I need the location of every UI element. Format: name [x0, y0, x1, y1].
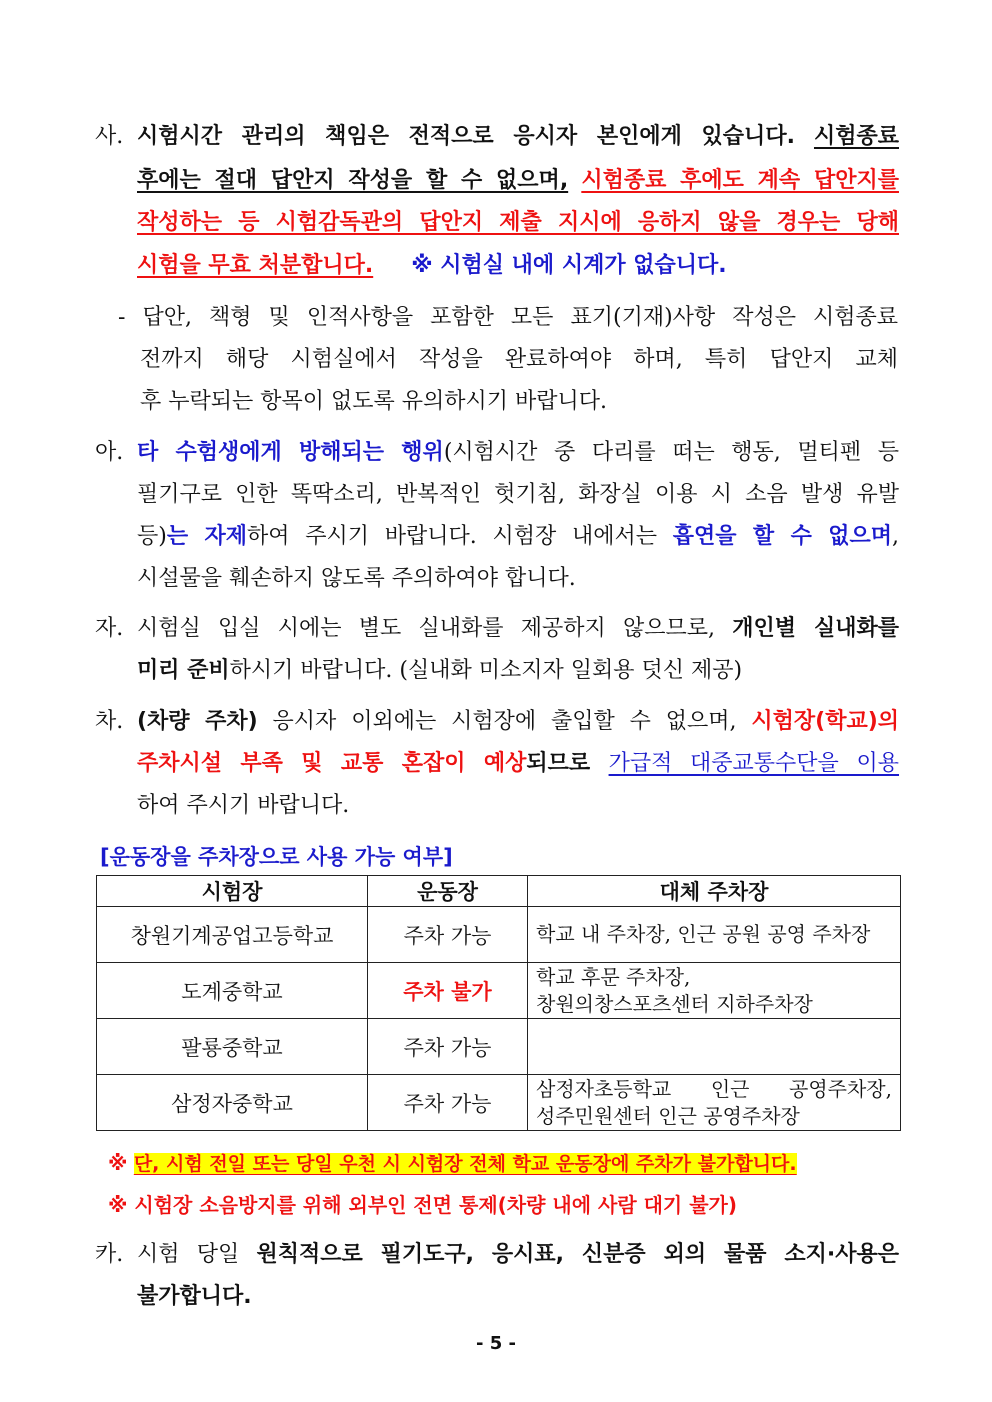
a-l3d: 흡연을 할 수 없으며 — [672, 524, 892, 549]
table-row — [97, 1075, 901, 1131]
page-number: - 5 - — [476, 1333, 516, 1354]
alt-parking-cell — [528, 963, 901, 1019]
cha-line-1 — [137, 707, 899, 737]
item-label-ja: 자. — [95, 616, 124, 641]
sa-l2a: 후에는 절대 답안지 작성을 할 수 없으며, — [137, 168, 569, 193]
header-alt-parking: 대체 주차장 — [528, 876, 901, 907]
ja-l2a: 미리 준비 — [137, 658, 230, 683]
sa-l1a: 시험시간 관리의 책임은 전적으로 응시자 본인에게 있습니다. — [137, 124, 795, 149]
header-field: 운동장 — [368, 876, 528, 907]
school-cell: 도계중학교 — [97, 963, 368, 1019]
ja-line-2 — [137, 656, 742, 686]
sa-line-4 — [137, 251, 727, 281]
cha-l1b: 응시자 이외에는 시험장에 출입할 수 없으며, — [257, 709, 752, 734]
ja-l1b: 개인별 실내화를 — [732, 616, 899, 641]
sa-sub-line-1: - 답안, 책형 및 인적사항을 포함한 모든 표기(기재)사항 작성은 시험종료 — [118, 305, 898, 330]
notice-outsider — [108, 1190, 737, 1220]
cha-l2c: 가급적 대중교통수단을 이용 — [608, 751, 900, 776]
a-line-3 — [137, 522, 899, 552]
alt-parking-cell — [528, 1019, 901, 1075]
table-title: [운동장을 주차장으로 사용 가능 여부] — [100, 845, 453, 869]
ja-line-1 — [137, 614, 899, 644]
alt-line-2: 창원의창스포츠센터 지하주차장 — [536, 991, 813, 1016]
ka-l2: 불가합니다. — [137, 1284, 252, 1309]
ja-l2b: 하시기 바랍니다. (실내화 미소지자 일회용 덧신 제공) — [229, 658, 743, 683]
table-row — [97, 1019, 901, 1075]
sa-l1b: 시험종료 — [813, 124, 899, 149]
alt-parking-cell — [528, 1075, 901, 1131]
item-label-cha: 차. — [95, 709, 124, 734]
item-label-ka: 카. — [95, 1242, 124, 1267]
sa-l2b: 시험종료 후에도 계속 답안지를 — [581, 168, 899, 193]
ka-l1a: 시험 당일 — [137, 1242, 257, 1267]
status-cell: 주차 불가 — [368, 963, 528, 1019]
sa-sub-line-3: 후 누락되는 항목이 없도록 유의하시기 바랍니다. — [140, 389, 608, 414]
sa-line-1 — [137, 122, 899, 152]
table-header-row — [97, 876, 901, 907]
notice-rain-mark: ※ — [108, 1151, 128, 1175]
a-line-4: 시설물을 훼손하지 않도록 주의하여야 합니다. — [137, 566, 576, 591]
cha-line-2 — [137, 749, 899, 779]
ka-line-2 — [137, 1282, 252, 1312]
a-l3a: 등) — [137, 524, 167, 549]
a-l3e: , — [892, 524, 899, 549]
alt-line-1: 삼정자초등학교 인근 공영주차장, — [536, 1076, 892, 1101]
item-label-sa: 사. — [95, 124, 124, 149]
cha-l2a: 주차시설 부족 및 교통 혼잡이 예상 — [137, 751, 527, 776]
sa-line-2 — [137, 166, 899, 196]
cha-line-3: 하여 주시기 바랍니다. — [137, 793, 350, 818]
cha-l1a: (차량 주차) — [137, 709, 258, 734]
alt-line-2: 성주민원센터 인근 공영주차장 — [536, 1103, 800, 1128]
notice-outsider-text: ※ 시험장 소음방지를 위해 외부인 전면 통제(차량 내에 사람 대기 불가) — [108, 1193, 737, 1217]
status-cell: 주차 가능 — [368, 1019, 528, 1075]
ka-line-1 — [137, 1240, 899, 1270]
item-label-a: 아. — [95, 440, 124, 465]
ja-l1a: 시험실 입실 시에는 별도 실내화를 제공하지 않으므로, — [137, 616, 733, 641]
parking-table — [96, 875, 901, 1131]
sa-l4b: ※ 시험실 내에 시계가 없습니다. — [411, 253, 727, 278]
a-l1a: 타 수험생에게 방해되는 행위 — [137, 440, 444, 465]
a-l1b: (시험시간 중 다리를 떠는 행동, 멀티펜 등 — [443, 440, 899, 465]
status-cell: 주차 가능 — [368, 907, 528, 963]
sa-sub-line-2: 전까지 해당 시험실에서 작성을 완료하여야 하며, 특히 답안지 교체 — [140, 347, 898, 372]
ka-l1b: 원칙적으로 필기도구, 응시표, 신분증 외의 물품 소지·사용은 — [256, 1242, 900, 1267]
sa-l3: 작성하는 등 시험감독관의 답안지 제출 지시에 응하지 않을 경우는 당해 — [137, 210, 899, 235]
table-row — [97, 963, 901, 1019]
alt-parking-cell — [528, 907, 901, 963]
notice-rain — [108, 1148, 797, 1179]
status-cell: 주차 가능 — [368, 1075, 528, 1131]
notice-rain-text: 단, 시험 전일 또는 당일 우천 시 시험장 전체 학교 운동장에 주차가 불가합니다. — [133, 1153, 797, 1175]
a-l3c: 하여 주시기 바랍니다. 시험장 내에서는 — [247, 524, 673, 549]
alt-line-1: 학교 후문 주차장, — [536, 964, 691, 989]
a-line-1 — [137, 438, 899, 468]
a-line-2: 필기구로 인한 똑딱소리, 반복적인 헛기침, 화장실 이용 시 소음 발생 유발 — [137, 482, 899, 507]
sa-line-3 — [137, 208, 899, 238]
school-cell: 창원기계공업고등학교 — [97, 907, 368, 963]
cha-l1c: 시험장(학교)의 — [751, 709, 900, 734]
school-cell: 삼정자중학교 — [97, 1075, 368, 1131]
school-cell: 팔룡중학교 — [97, 1019, 368, 1075]
alt-line-1: 학교 내 주차장, 인근 공원 공영 주차장 — [536, 922, 871, 946]
table-row — [97, 907, 901, 963]
sa-l4a: 시험을 무효 처분합니다. — [137, 253, 374, 278]
header-school: 시험장 — [97, 876, 368, 907]
cha-l2b: 되므로 — [526, 751, 609, 776]
a-l3b: 는 자제 — [166, 524, 248, 549]
